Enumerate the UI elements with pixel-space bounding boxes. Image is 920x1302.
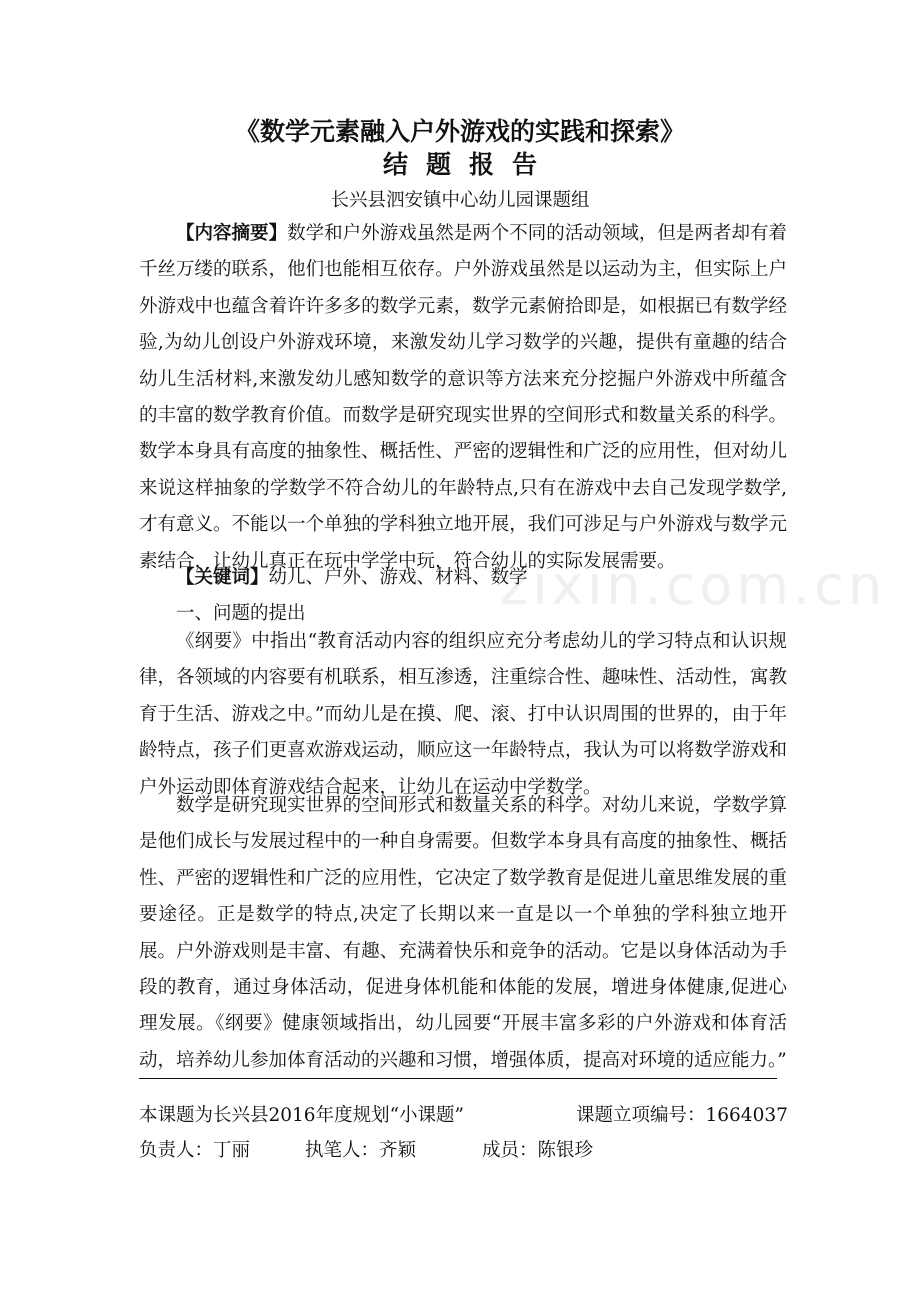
watermark: zixin.com.cn bbox=[500, 554, 887, 617]
project-note: 本课题为长兴县2016年度规划“小课题” bbox=[139, 1105, 464, 1126]
abstract-section bbox=[139, 216, 787, 580]
members-info: 成员：陈银珍 bbox=[482, 1140, 594, 1161]
abstract-text: 数学和户外游戏虽然是两个不同的活动领域，但是两者却有着千丝万缕的联系，他们也能相互依存。户外游戏虽然是以运动为主，但实际上户外游戏中也蕴含着许许多多的数学元素，数学元素俯拾即是，如根据已有数学经验,为幼儿创设户外游戏环境，来激发幼儿学习数学的兴趣，提供有童趣的结合幼儿生活材料,来激发幼儿感知数学的意识等方法来充分挖掘户外游戏中所蕴含的丰富的数学教育价值。而数学是研究现实世界的空间形式和数量关系的科学。数学本身具有高度的抽象性、概括性、严密的逻辑性和广泛的应用性，但对幼儿来说这样抽象的学数学不符合幼儿的年龄特点,只有在游戏中去自己发现学数学,才有意义。不能以一个单独的学科独立地开展，我们可涉足与户外游戏与数学元素结合，让幼儿真正在玩中学学中玩，符合幼儿的实际发展需要。 bbox=[139, 223, 787, 572]
body-paragraph: 《纲要》中指出“教育活动内容的组织应充分考虑幼儿的学习特点和认识规律，各领域的内容要有机联系，相互渗透，注重综合性、趣味性、活动性，寓教育于生活、游戏之中。”而幼儿是在摸、爬、滚、打中认识周围的世界的，由于年龄特点，孩子们更喜欢游戏运动，顺应这一年龄特点，我认为可以将数学游戏和户外运动即体育游戏结合起来，让幼儿在运动中学数学。 bbox=[139, 631, 787, 798]
document-subtitle: 结题报告 bbox=[382, 150, 555, 179]
body-paragraph-1-container bbox=[139, 624, 787, 806]
document-title: 《数学元素融入户外游戏的实践和探索》 bbox=[234, 117, 685, 146]
organization-line: 长兴县泗安镇中心幼儿园课题组 bbox=[330, 190, 590, 211]
keywords-section bbox=[139, 560, 787, 596]
writer-info: 执笔人：齐颖 bbox=[305, 1140, 417, 1161]
keywords-text: 幼儿、户外、游戏、材料、数学 bbox=[268, 567, 528, 588]
abstract-paragraph bbox=[139, 216, 787, 580]
leader-info: 负责人：丁丽 bbox=[139, 1140, 251, 1161]
body-paragraph-2-container bbox=[139, 788, 787, 1079]
section-heading: 一、问题的提出 bbox=[176, 603, 306, 624]
keywords-paragraph bbox=[139, 560, 787, 596]
footnote-divider bbox=[139, 1078, 777, 1079]
abstract-label: 【内容摘要】 bbox=[176, 223, 288, 244]
project-number: 课题立项编号：1664037 bbox=[576, 1105, 788, 1126]
body-paragraph: 数学是研究现实世界的空间形式和数量关系的科学。对幼儿来说，学数学算是他们成长与发展过程中的一种自身需要。但数学本身具有高度的抽象性、概括性、严密的逻辑性和广泛的应用性，它决定了数学教育是促进儿童思维发展的重要途径。正是数学的特点,决定了长期以来一直是以一个单独的学科独立地开展。户外游戏则是丰富、有趣、充满着快乐和竞争的活动。它是以身体活动为手段的教育，通过身体活动，促进身体机能和体能的发展，增进身体健康,促进心理发展。《纲要》健康领域指出，幼儿园要“开展丰富多彩的户外游戏和体育活动，培养幼儿参加体育活动的兴趣和习惯，增强体质，提高对环境的适应能力。” bbox=[139, 795, 787, 1071]
keywords-label: 【关键词】 bbox=[176, 567, 269, 588]
